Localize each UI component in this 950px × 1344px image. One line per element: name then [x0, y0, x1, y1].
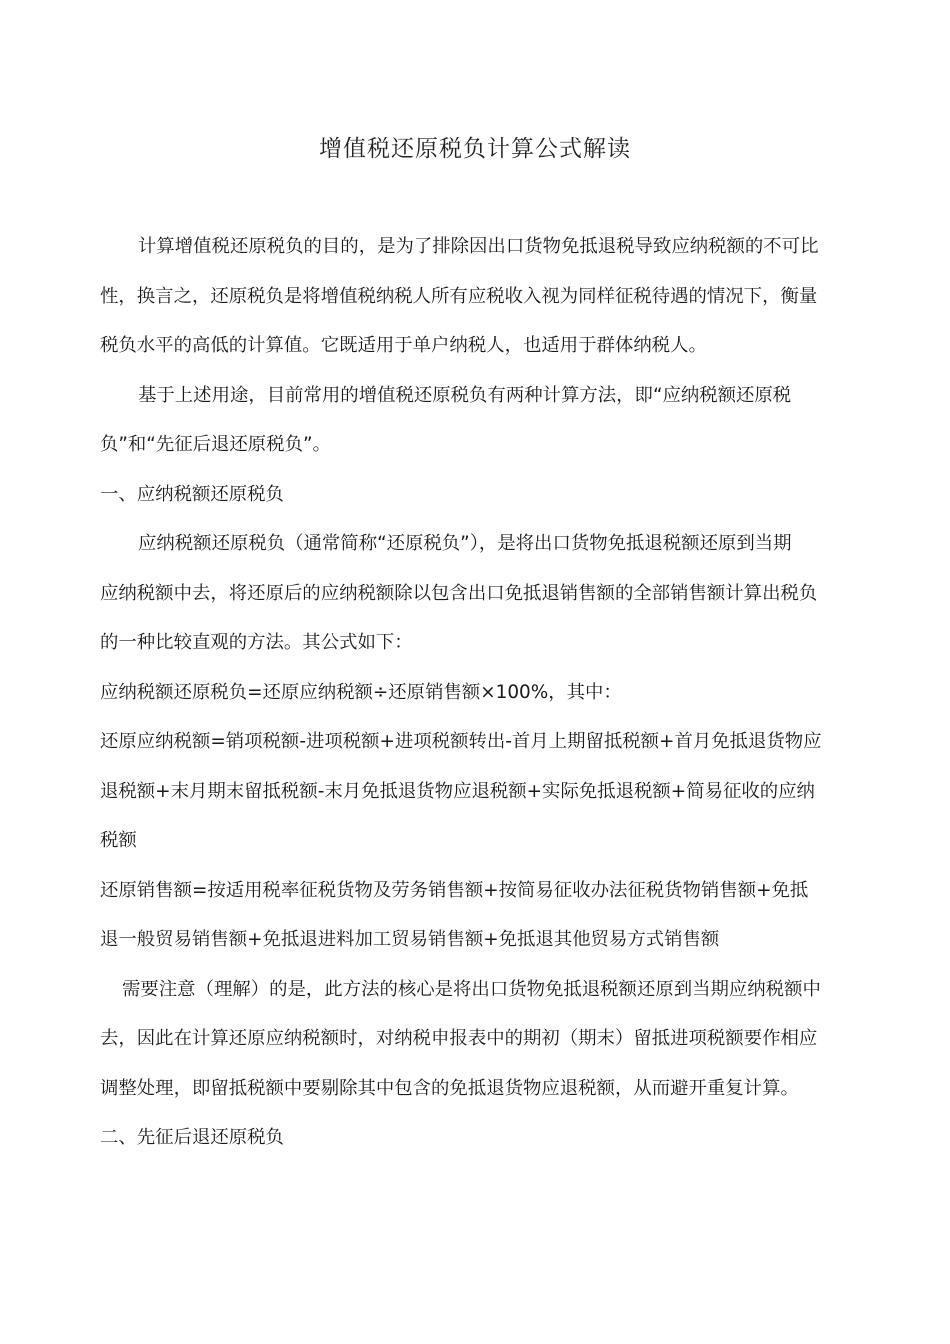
paragraph-line: 的一种比较直观的方法。其公式如下： [100, 632, 413, 653]
paragraph-line: 税负水平的高低的计算值。它既适用于单户纳税人，也适用于群体纳税人。 [100, 335, 707, 356]
paragraph-line: 基于上述用途，目前常用的增值税还原税负有两种计算方法，即“应纳税额还原税 [138, 384, 792, 406]
paragraph-line: 计算增值税还原税负的目的，是为了排除因出口货物免抵退税导致应纳税额的不可比 [138, 236, 819, 257]
formula-line: 退税额+末月期末留抵税额-末月免抵退货物应退税额+实际免抵退税额+简易征收的应纳 [100, 780, 815, 802]
formula-line: 退一般贸易销售额+免抵退进料加工贸易销售额+免抵退其他贸易方式销售额 [100, 929, 720, 950]
paragraph-line: 去，因此在计算还原应纳税额时，对纳税申报表中的期初（期末）留抵进项税额要作相应 [100, 1028, 818, 1049]
document-title: 增值税还原税负计算公式解读 [319, 136, 631, 162]
paragraph-line: 性，换言之，还原税负是将增值税纳税人所有应税收入视为同样征税待遇的情况下，衡量 [100, 285, 818, 307]
section-heading: 一、应纳税额还原税负 [100, 483, 284, 505]
formula-line: 税额 [100, 830, 137, 851]
formula-line: 应纳税额还原税负=还原应纳税额÷还原销售额×100%，其中： [100, 681, 622, 703]
paragraph-line: 调整处理，即留抵税额中要剔除其中包含的免抵退货物应退税额，从而避开重复计算。 [100, 1077, 799, 1099]
paragraph-line: 需要注意（理解）的是，此方法的核心是将出口货物免抵退税额还原到当期应纳税额中 [122, 978, 821, 1000]
document-body [100, 222, 852, 1163]
paragraph-line: 应纳税额中去，将还原后的应纳税额除以包含出口免抵退销售额的全部销售额计算出税负 [100, 582, 818, 604]
paragraph-line: 应纳税额还原税负（通常简称“还原税负”），是将出口货物免抵退税额还原到当期 [138, 533, 792, 554]
section-heading: 二、先征后退还原税负 [100, 1127, 284, 1148]
formula-line: 还原销售额=按适用税率征税货物及劳务销售额+按简易征收办法征税货物销售额+免抵 [100, 879, 809, 901]
formula-line: 还原应纳税额=销项税额-进项税额+进项税额转出-首月上期留抵税额+首月免抵退货物应 [100, 731, 822, 752]
paragraph-line: 负”和“先征后退还原税负”。 [100, 434, 331, 455]
